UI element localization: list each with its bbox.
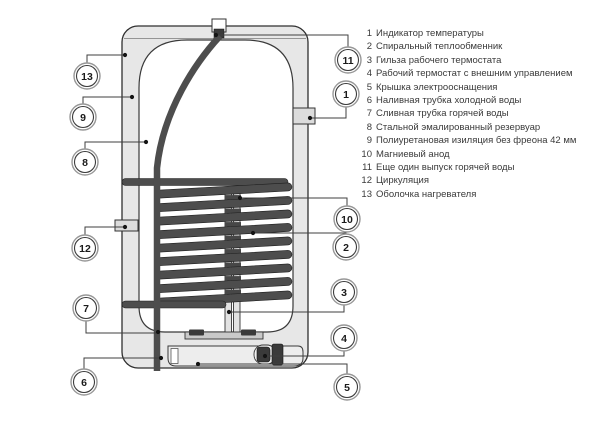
callout-2 (333, 234, 359, 260)
coil-back (225, 236, 241, 240)
legend-item-label: Циркуляция (376, 175, 430, 187)
leader-dot (123, 53, 127, 57)
leader-dot (238, 196, 242, 200)
legend-item-label: Рабочий термостат с внешним управлением (376, 68, 573, 80)
legend-item-9 (346, 134, 608, 147)
callout-8-number: 8 (82, 157, 88, 169)
legend-item-label: Еще один выпуск горячей воды (376, 162, 515, 174)
callout-12 (72, 235, 98, 261)
callout-2-number: 2 (343, 242, 349, 254)
legend-item-number: 8 (366, 121, 372, 133)
callout-9-number: 9 (80, 112, 86, 124)
circulation-fitting (115, 220, 138, 231)
coil-back (225, 276, 241, 280)
legend-item-number: 12 (361, 175, 372, 187)
legend-item-number: 9 (366, 135, 372, 147)
legend-item-3 (346, 54, 608, 67)
legend-item-number: 2 (366, 41, 372, 53)
callout-7 (73, 295, 99, 321)
legend-item-label: Полиуретановая изиляция без фреона 42 мм (376, 135, 577, 147)
leader-dot (308, 116, 312, 120)
callout-9 (70, 104, 96, 130)
callout-12-number: 12 (79, 243, 91, 255)
legend-item-number: 6 (366, 95, 372, 107)
callout-5-number: 5 (344, 382, 350, 394)
legend-item-7 (346, 107, 608, 120)
legend-item-5 (346, 81, 608, 94)
legend-item-13 (346, 188, 608, 201)
coil-bottom-connector (122, 301, 226, 308)
leader-dot (159, 356, 163, 360)
thermostat (254, 344, 283, 365)
coil-back (225, 249, 241, 253)
legend-item-label: Сливная трубка горячей воды (376, 108, 509, 120)
legend-item-number: 4 (366, 68, 372, 80)
legend-item-label: Наливная трубка холодной воды (376, 95, 522, 107)
legend-item-label: Крышка электрооснащения (376, 81, 498, 93)
leader-dot (196, 362, 200, 366)
legend-item-number: 10 (361, 148, 372, 160)
legend-item-4 (346, 67, 608, 80)
leader-dot (263, 354, 267, 358)
legend-item-number: 3 (366, 54, 372, 66)
legend-item-1 (346, 27, 608, 40)
callout-10 (334, 206, 360, 232)
legend-item-10 (346, 148, 608, 161)
callout-6 (71, 369, 97, 395)
callout-4-number: 4 (341, 333, 347, 345)
leader-dot (144, 140, 148, 144)
legend-item-number: 7 (366, 108, 372, 120)
legend-item-label: Стальной эмалированный резервуар (376, 121, 541, 133)
legend-item-label: Индикатор температуры (376, 28, 484, 39)
leader-dot (156, 330, 160, 334)
legend-item-2 (346, 40, 608, 53)
callout-7-number: 7 (83, 303, 89, 315)
legend-item-8 (346, 121, 608, 134)
callout-1-number: 1 (343, 89, 349, 101)
leader-dot (227, 310, 231, 314)
legend-item-12 (346, 174, 608, 187)
temperature-indicator-fitting (293, 108, 315, 124)
leader-dot (214, 33, 218, 37)
leader-1 (312, 107, 346, 118)
leader-dot (251, 231, 255, 235)
legend-item-label: Спиральный теплообменник (376, 41, 503, 53)
coil-back (225, 209, 241, 213)
callout-6-number: 6 (81, 377, 87, 389)
leader-dot (130, 95, 134, 99)
legend (346, 27, 608, 201)
leader-13 (87, 55, 125, 63)
legend-item-number: 5 (366, 81, 372, 93)
callout-13 (74, 63, 100, 89)
callout-3-number: 3 (341, 287, 347, 299)
legend-item-label: Оболочка нагревателя (376, 188, 477, 200)
callout-11-number: 11 (342, 55, 354, 67)
coil-back (225, 290, 241, 294)
legend-item-label: Гильза рабочего термостата (376, 54, 502, 66)
callout-8 (72, 149, 98, 175)
coil-back (225, 263, 241, 267)
coil-back (225, 222, 241, 226)
legend-item-number: 1 (366, 28, 372, 39)
legend-item-6 (346, 94, 608, 107)
legend-item-11 (346, 161, 608, 174)
legend-item-number: 11 (362, 162, 372, 174)
legend-item-number: 13 (361, 188, 372, 200)
callout-10-number: 10 (341, 214, 353, 226)
leader-dot (123, 225, 127, 229)
callout-5 (334, 374, 360, 400)
legend-item-label: Магниевый анод (376, 148, 450, 160)
callout-4 (331, 325, 357, 351)
callout-13-number: 13 (81, 71, 93, 83)
callout-3 (331, 279, 357, 305)
